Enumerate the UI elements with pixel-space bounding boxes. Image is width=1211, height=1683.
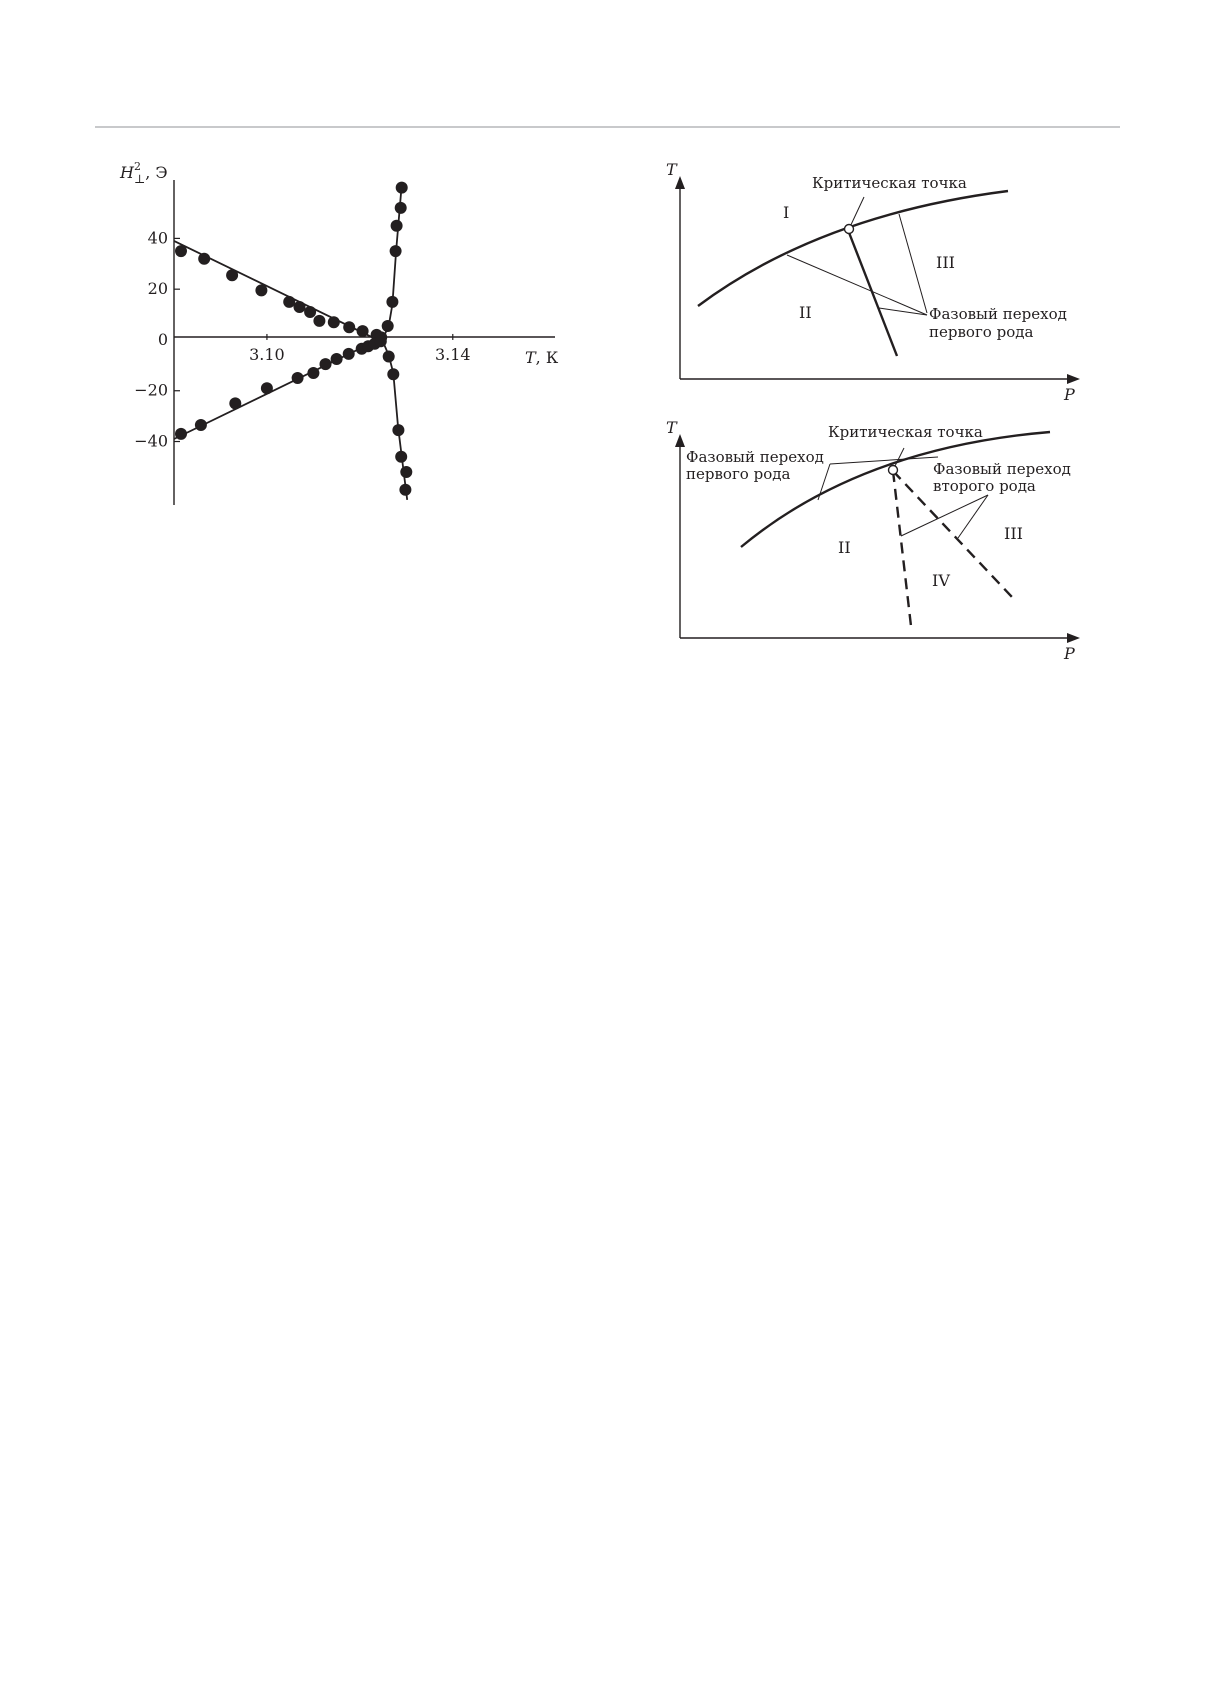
critical-point-marker (889, 466, 898, 475)
region-II-label: II (799, 303, 812, 322)
y-tick-label: −40 (134, 431, 168, 451)
y-tick-label: 20 (147, 279, 168, 299)
data-point (175, 245, 187, 257)
region-I-label: I (783, 203, 790, 222)
y-tick-label: −20 (134, 380, 168, 400)
critical-point-label: Критическая точка (812, 174, 967, 192)
data-point (391, 220, 403, 232)
critical-point-marker (845, 225, 854, 234)
data-point (328, 316, 340, 328)
data-point (343, 348, 355, 360)
y-label-var: H (120, 163, 134, 182)
data-point (198, 253, 210, 265)
second-order-line-1 (893, 471, 911, 626)
data-point (261, 382, 273, 394)
tick-group (134, 228, 470, 450)
region-IV-label: IV (932, 571, 950, 590)
y-axis-label (119, 160, 168, 186)
data-point (386, 296, 398, 308)
data-point (331, 353, 343, 365)
data-point (292, 372, 304, 384)
data-point (382, 320, 394, 332)
t-axis-label: T (666, 160, 677, 179)
first-order-label-line1: Фазовый переход (686, 448, 824, 466)
data-points (175, 182, 412, 496)
x-label-unit: , К (535, 348, 559, 367)
first-order-label-line1: Фазовый переход (929, 305, 1067, 323)
region-III-label: III (1004, 524, 1023, 543)
data-point (390, 245, 402, 257)
diagram-top (666, 160, 1080, 404)
data-point (229, 397, 241, 409)
p-axis-arrow (1067, 633, 1080, 643)
data-point (343, 321, 355, 333)
data-point (395, 202, 407, 214)
data-point (175, 428, 187, 440)
data-point (383, 351, 395, 363)
x-tick-label: 3.10 (249, 344, 285, 364)
first-order-label-line2: первого рода (929, 323, 1034, 341)
p-axis-label: P (1064, 644, 1075, 663)
data-point (395, 451, 407, 463)
first-order-leader-1 (818, 464, 830, 500)
second-order-leader-1 (901, 495, 988, 536)
region-III-label: III (936, 253, 955, 272)
data-point (387, 368, 399, 380)
x-tick-label: 3.14 (434, 344, 471, 364)
data-point (399, 484, 411, 496)
data-point (307, 367, 319, 379)
y-tick-label: 0 (157, 329, 168, 349)
region-II-label: II (838, 538, 851, 557)
y-label-unit: , Э (145, 163, 168, 182)
coexistence-curve (698, 191, 1008, 306)
p-axis-label: P (1064, 385, 1075, 404)
data-point (313, 315, 325, 327)
data-point (392, 424, 404, 436)
t-axis-label: T (666, 418, 677, 437)
first-order-label-line2: первого рода (686, 465, 791, 483)
diagram-bottom (666, 418, 1080, 663)
first-order-line (848, 230, 897, 356)
data-point (400, 466, 412, 478)
data-point (320, 358, 332, 370)
p-axis-arrow (1067, 374, 1080, 384)
data-point (283, 296, 295, 308)
data-point (195, 419, 207, 431)
data-point (357, 325, 369, 337)
data-point (396, 182, 408, 194)
second-order-label-line2: второго рода (933, 477, 1036, 495)
data-point (304, 306, 316, 318)
second-order-leader-2 (958, 495, 988, 538)
chart-left (119, 160, 559, 505)
data-point (226, 269, 238, 281)
data-point (294, 301, 306, 313)
x-label-var: T (525, 348, 536, 367)
data-point (375, 335, 387, 347)
y-label-sub: ⊥ (133, 172, 146, 186)
first-order-leader-2 (830, 457, 938, 464)
x-axis-label (525, 348, 559, 367)
first-order-leader-3 (899, 214, 927, 313)
second-order-label-line1: Фазовый переход (933, 460, 1071, 478)
data-point (255, 284, 267, 296)
y-tick-label: 40 (147, 228, 168, 248)
critical-point-label: Критическая точка (828, 423, 983, 441)
y-label-sup: 2 (133, 160, 141, 173)
